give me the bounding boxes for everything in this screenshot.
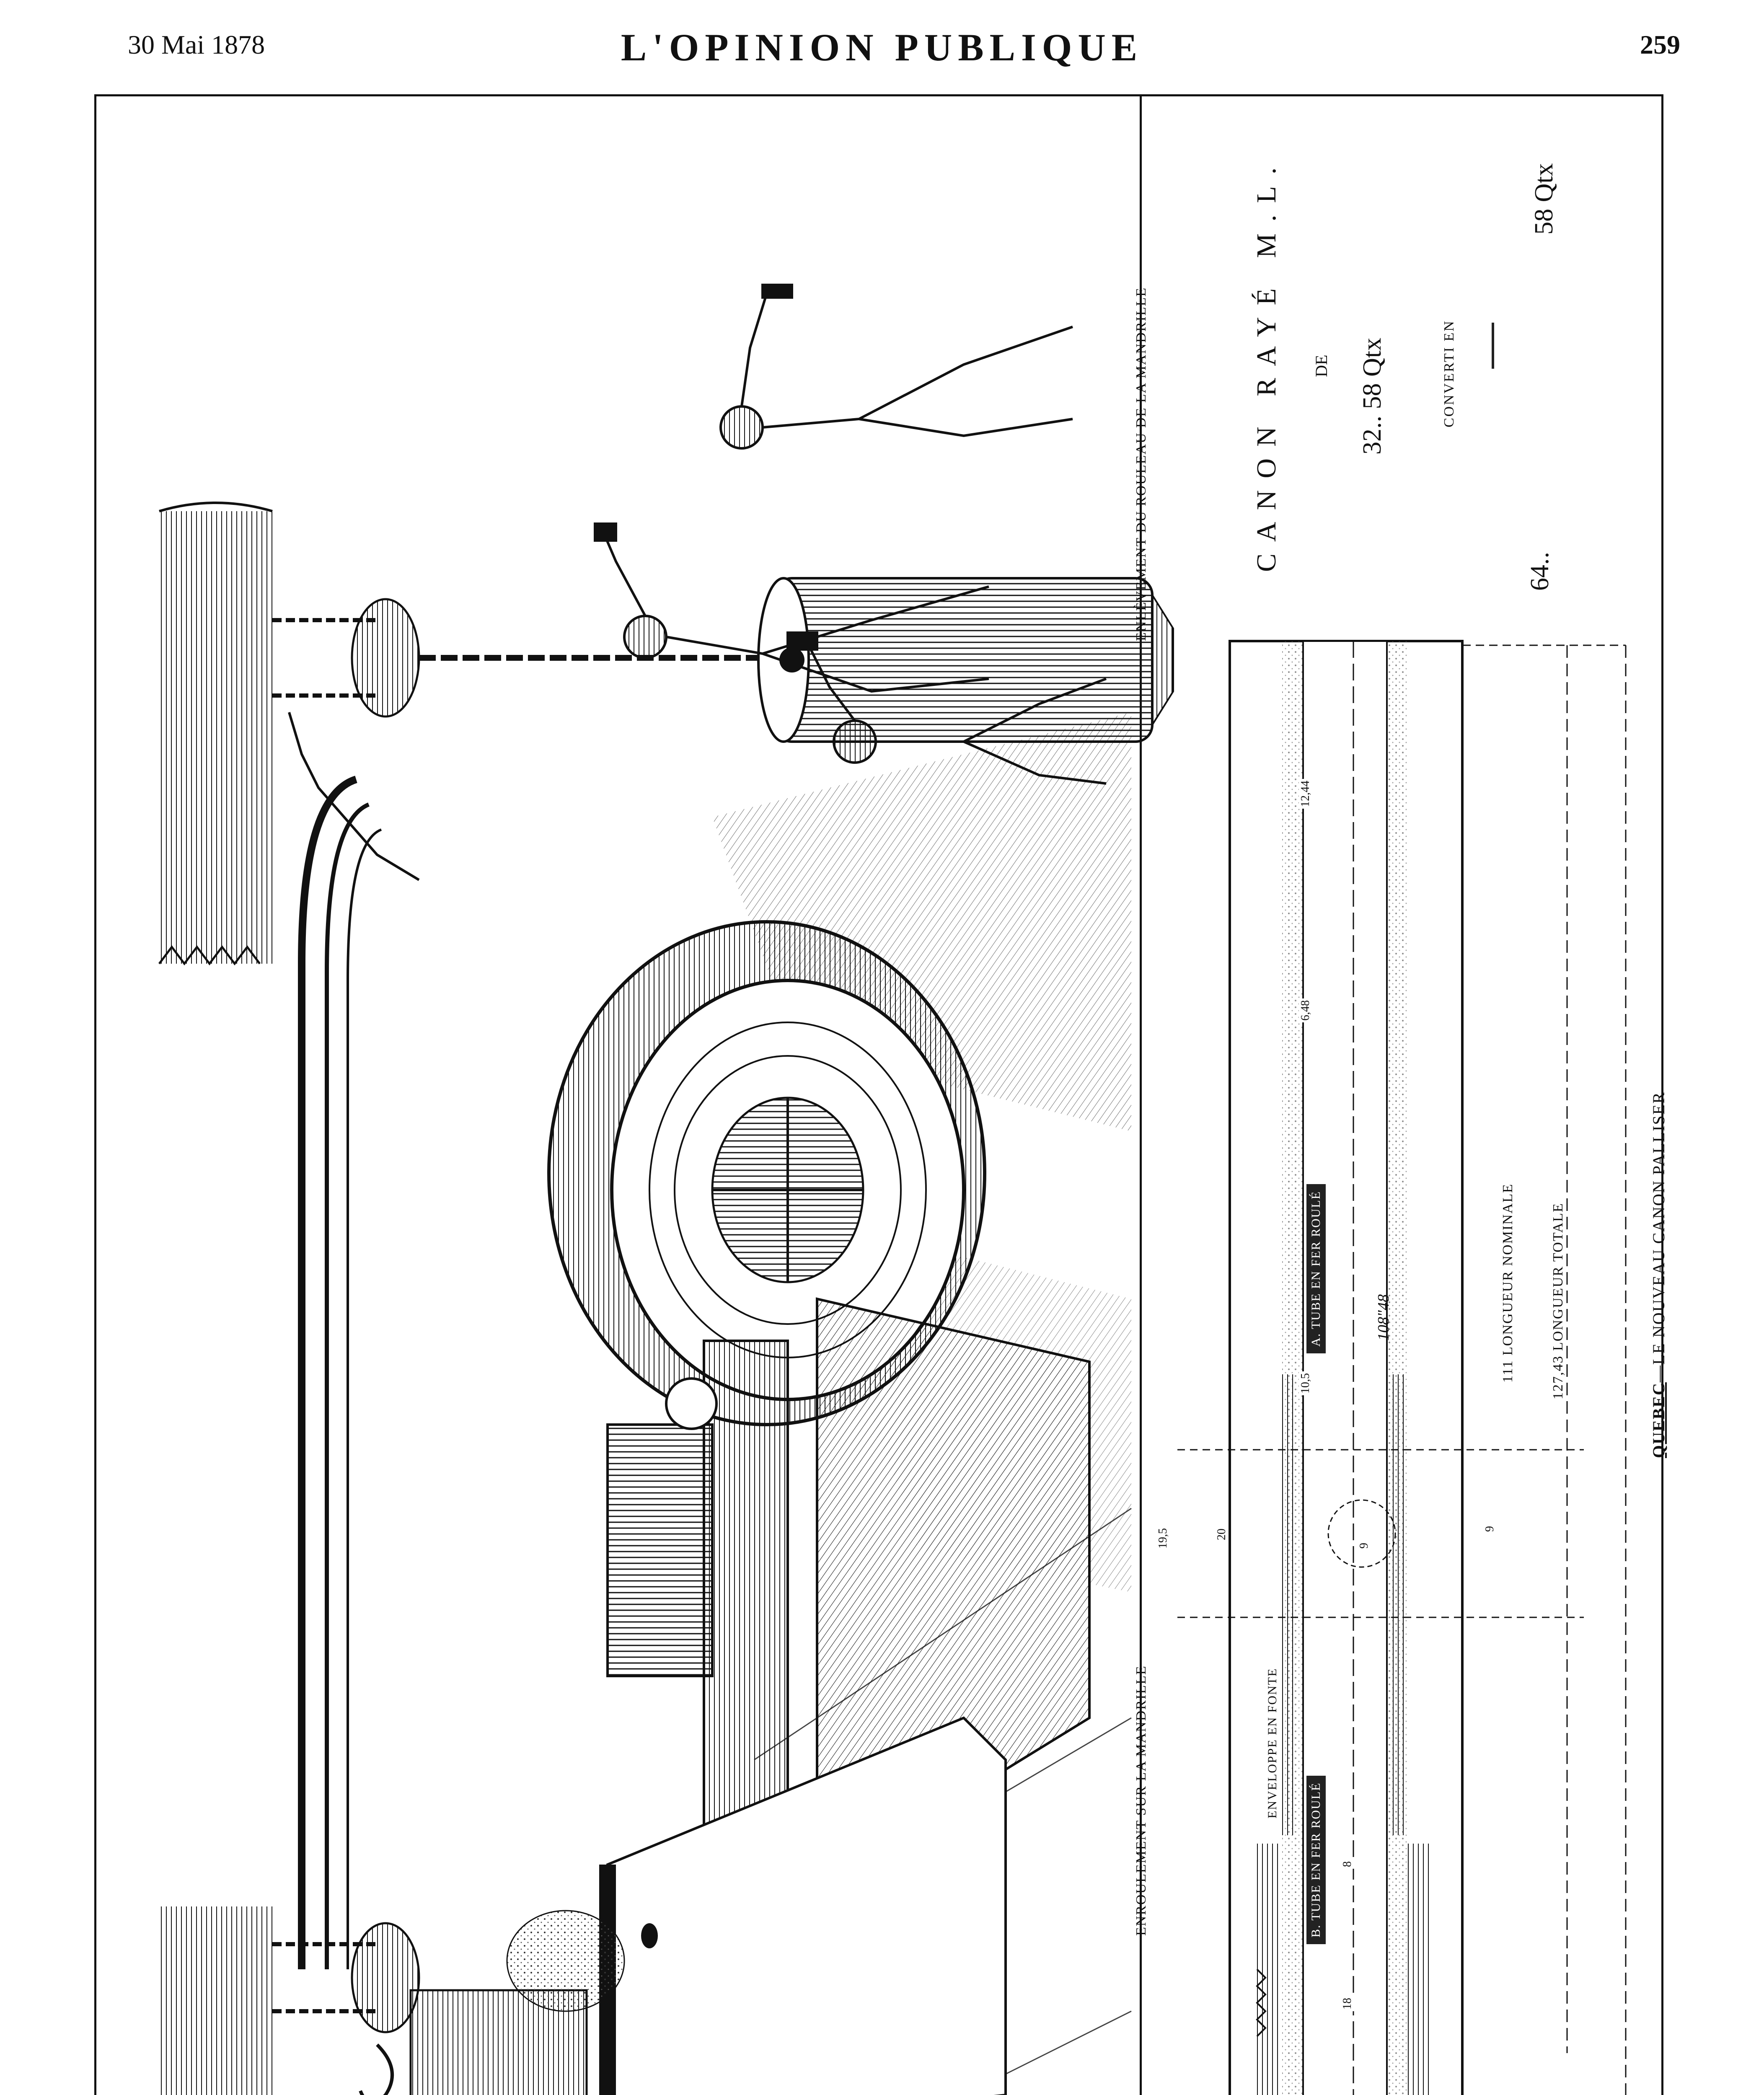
label-envelope: ENVELOPPE EN FONTE xyxy=(1265,1668,1279,1818)
caption-removal: ENLÈVEMENT DU ROULEAU DE LA MANDRILLE xyxy=(1133,287,1149,641)
spec-converti: CONVERTI EN xyxy=(1441,320,1457,427)
spec-from: 32.. 58 Qtx xyxy=(1358,338,1386,455)
caption-winding: ENROULEMENT SUR LA MANDRILLE xyxy=(1133,1665,1149,1936)
dim-bore-length: 108"48 xyxy=(1375,1294,1392,1341)
dim-7: 9 xyxy=(1483,1524,1497,1534)
newspaper-title: L'OPINION PUBLIQUE xyxy=(621,26,1143,69)
dim-8: 8 xyxy=(1341,1860,1354,1869)
chain-pulley-upper xyxy=(272,599,775,716)
furnace-arch xyxy=(289,712,419,1969)
spec-to-a: 64.. xyxy=(1526,552,1554,591)
overhead-beam-upper xyxy=(159,503,272,964)
winding-machine xyxy=(608,1299,1089,2095)
iron-roller xyxy=(758,578,1173,742)
page-number: 259 xyxy=(1640,30,1680,59)
length-nominal: 111 LONGUEUR NOMINALE xyxy=(1500,1183,1516,1383)
spec-title: CANON RAYÉ M.L. xyxy=(1251,155,1282,572)
dim-2: 6,48 xyxy=(1299,998,1312,1022)
overhead-beam-lower xyxy=(159,1906,624,2095)
label-tube-b: B. TUBE EN FER ROULÉ xyxy=(1306,1776,1326,1944)
dim-1: 12,44 xyxy=(1299,779,1312,809)
dim-11: 9 xyxy=(1358,1541,1371,1550)
spec-de: DE xyxy=(1312,354,1331,377)
issue-date: 30 Mai 1878 xyxy=(128,30,265,59)
figure-caption xyxy=(1649,1091,1668,1458)
caption-place: QUEBEC xyxy=(1649,1382,1668,1458)
dim-6: 20 xyxy=(1215,1527,1229,1542)
spec-dash xyxy=(1492,323,1494,369)
length-total: 127,43 LONGUEUR TOTALE xyxy=(1550,1203,1566,1399)
spec-to-b: 58 Qtx xyxy=(1530,163,1558,235)
label-tube-a: A. TUBE EN FER ROULÉ xyxy=(1306,1184,1326,1353)
dim-5: 19,5 xyxy=(1156,1526,1170,1550)
caption-text: —LE NOUVEAU CANON PALLISER xyxy=(1649,1091,1668,1383)
dim-4: 10,5 xyxy=(1299,1371,1312,1395)
dim-9: 18 xyxy=(1341,1996,1354,2011)
